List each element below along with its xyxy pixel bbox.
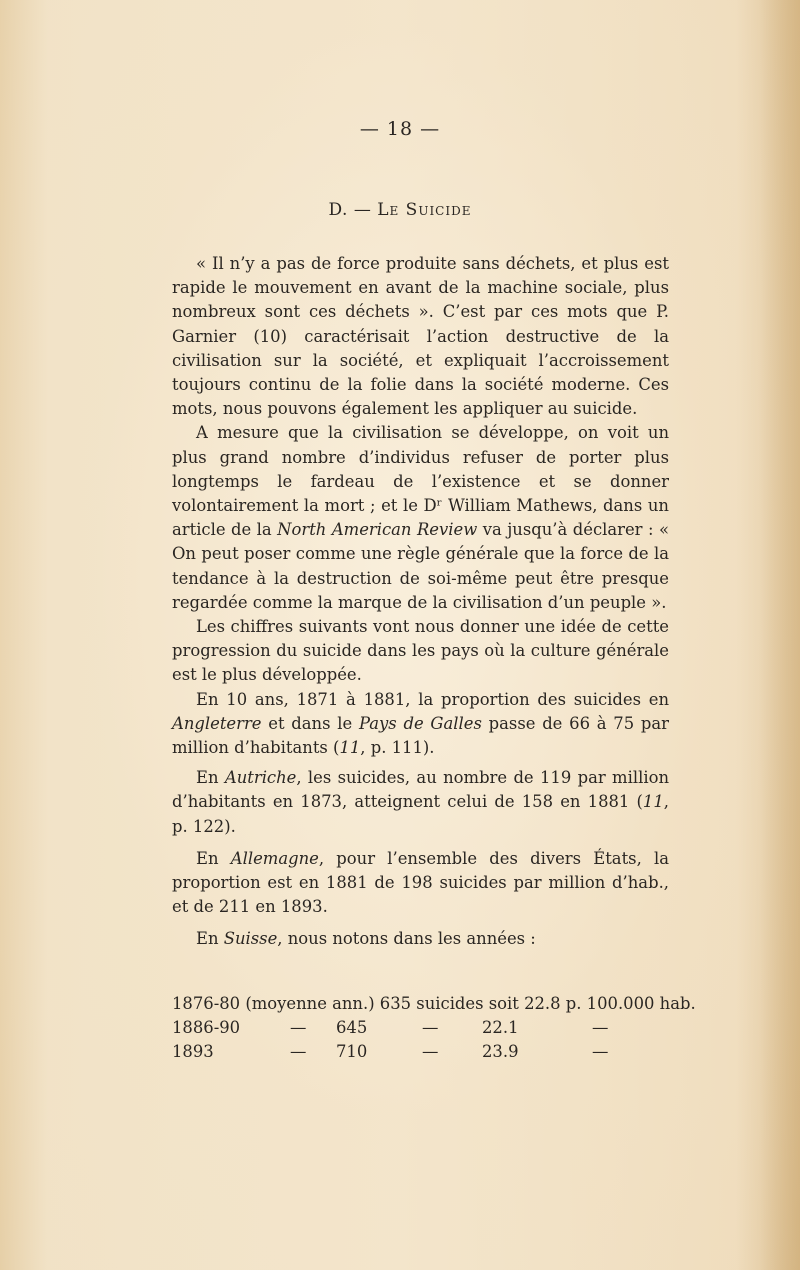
country-allemagne: Allemagne [230,848,319,868]
stats-ditto: — [592,1042,609,1061]
text-segment: , p. 122). [172,792,669,836]
reference-number: 11 [642,792,664,812]
review-title: North American Review [277,520,478,540]
body-text [172,252,669,952]
page-number: — 18 — [359,118,441,140]
stats-period: 1886-90 [172,1018,241,1037]
stats-rate: 22.1 [482,1018,519,1037]
text-segment: En [196,848,231,868]
paragraph-suisse [172,927,669,951]
paragraph-autriche [172,766,669,839]
paragraph-civilisation [172,421,669,615]
text-segment: va jusqu’à déclarer : « On peut poser comme une règle générale que la force de la tendance à la destruction de soi-même peut être presque regardée comme la marque de la civilisation d’un peuple ». [172,520,669,612]
text-segment: En [196,768,225,788]
suisse-statistics [172,992,696,1064]
text-segment: , les suicides, au nombre de 119 par million d’habitants en 1873, atteignent celui de 158 en 1881 ( [172,768,669,812]
stats-ditto: — [290,1018,307,1037]
stats-row-text: 1876-80 (moyenne ann.) 635 suicides soit 22.8 p. 100.000 hab. [172,994,696,1013]
section-title [0,200,800,220]
page-edge-shadow [760,0,800,1270]
stats-ditto: — [290,1042,307,1061]
section-prefix: D. — [328,200,378,220]
reference-number: 11 [339,738,361,758]
stats-ditto: — [422,1042,439,1061]
stats-ditto: — [422,1018,439,1037]
stats-rate: 23.9 [482,1042,519,1061]
stats-row [172,992,696,1016]
text-segment: , p. 111). [360,738,435,758]
stats-count: 645 [336,1018,368,1037]
paragraph-allemagne [172,847,669,920]
paragraph-progression: Les chiffres suivants vont nous donner une idée de cette progression du suicide dans les pays où la culture générale est le plus développée. [172,617,669,685]
text-segment: , nous notons dans les années : [277,929,536,949]
country-angleterre: Angleterre [172,713,262,733]
text-segment: passe de 66 à 75 par million d’habitants ( [172,713,669,758]
stats-period: 1893 [172,1042,214,1061]
country-suisse: Suisse [223,929,278,949]
stats-count: 710 [336,1042,368,1061]
text-segment: et dans le [261,713,359,733]
text-segment: A mesure que la civilisation se développe, on voit un plus grand nombre d’individus refuser de porter plus longtemps le fardeau de l’existence et se donner volontairement la mort ; et le Dʳ William Mathews, dans un article de la [172,423,669,540]
paragraph-garnier-quote: « Il n’y a pas de force produite sans déchets, et plus est rapide le mouvement en avant de la machine sociale, plus nombreux sont ces déchets ». C’est par ces mots que P. Garnier (10) caractérisait l’action destructive de la civilisation sur la société, et expliquait l’accroissement toujours continu de la folie dans la société moderne. Ces mots, nous pouvons également les appliquer au suicide. [172,254,669,419]
stats-ditto: — [592,1018,609,1037]
text-segment: En 10 ans, 1871 à 1881, la proportion des suicides en [196,689,669,709]
country-autriche: Autriche [224,768,297,788]
stats-row [172,1040,672,1064]
country-galles: Pays de Galles [358,713,482,733]
stats-row [172,1016,672,1040]
paragraph-angleterre [172,688,669,761]
text-segment: En [196,929,224,949]
text-segment: , pour l’ensemble des divers États, la proportion est en 1881 de 198 suicides par million d’hab., et de 211 en 1893. [172,848,670,917]
section-title-text: Le Suicide [377,200,472,220]
